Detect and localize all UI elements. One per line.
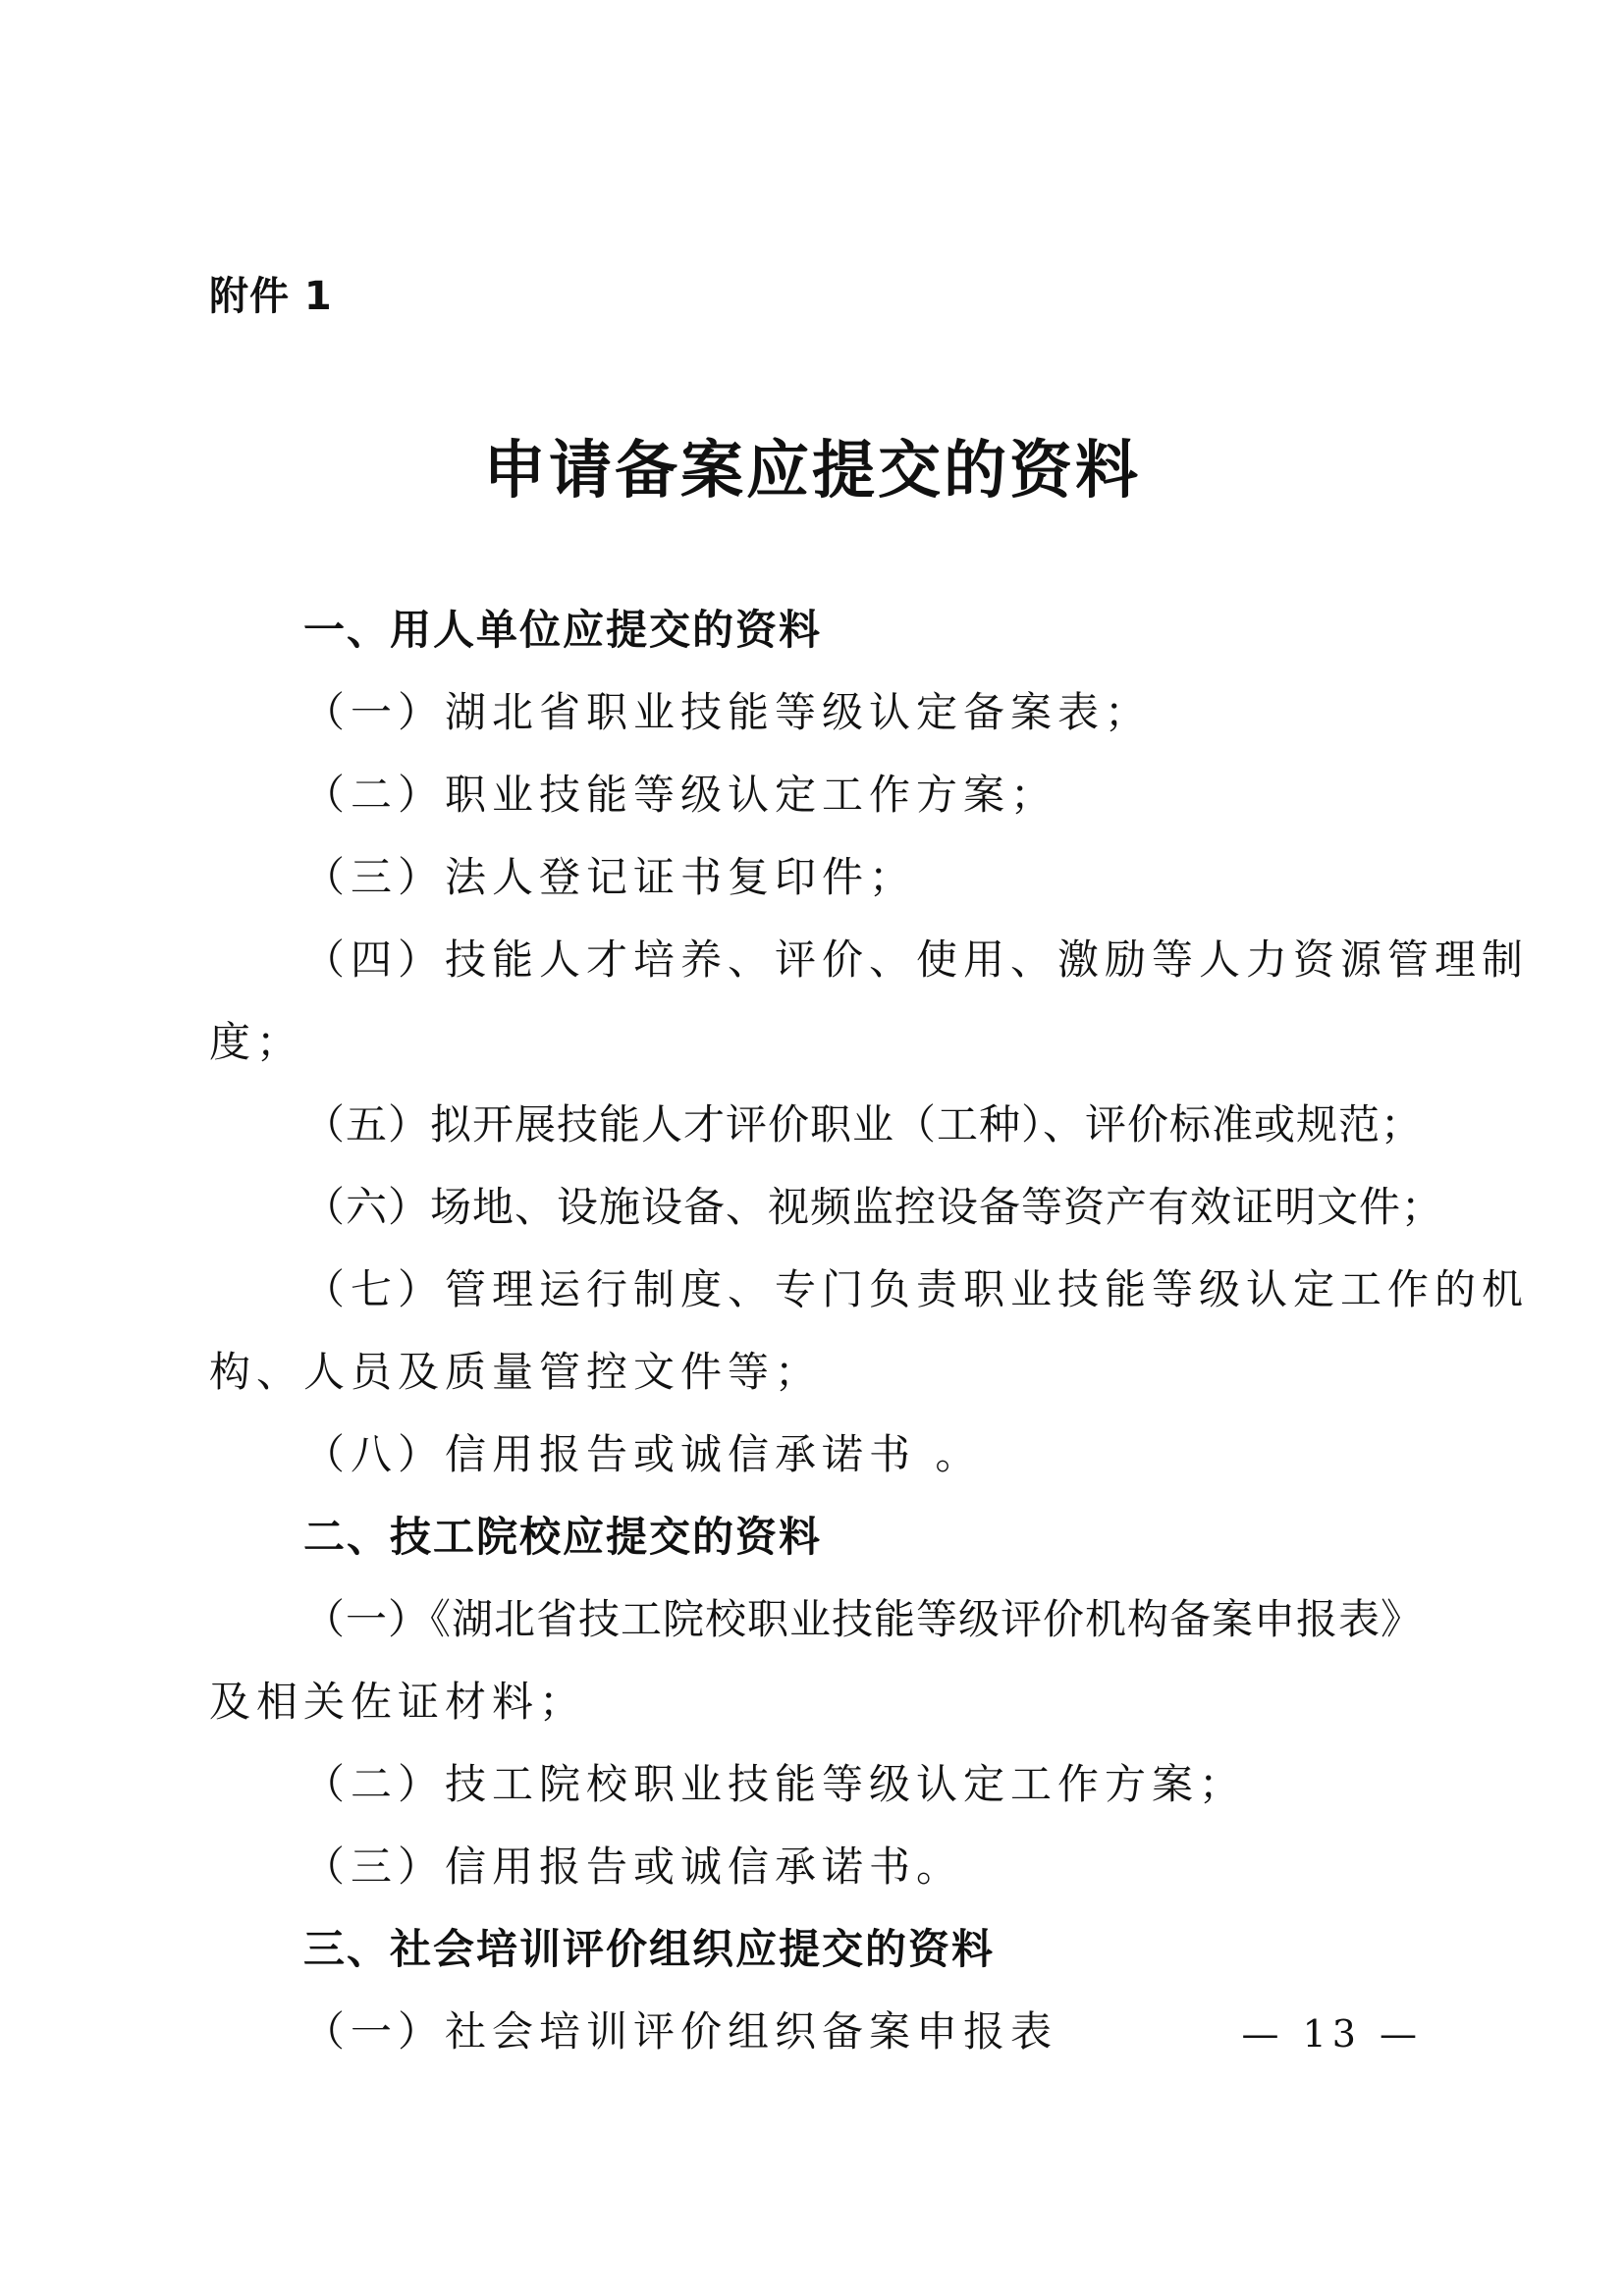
section-heading: 一、用人单位应提交的资料 [303,606,823,654]
section-heading: 三、社会培训评价组织应提交的资料 [303,1925,996,1973]
list-item: （七）管理运行制度、专门负责职业技能等级认定工作的机 [303,1265,1530,1313]
list-item: （四）技能人才培养、评价、使用、激励等人力资源管理制 [303,935,1530,984]
list-item: （五）拟开展技能人才评价职业（工种）、评价标准或规范； [303,1100,1424,1148]
list-item: （三）信用报告或诚信承诺书。 [303,1842,964,1891]
list-item-continuation: 构、人员及质量管控文件等； [209,1348,823,1396]
list-item: （二）技工院校职业技能等级认定工作方案； [303,1760,1247,1808]
list-item: （八）信用报告或诚信承诺书 。 [303,1430,983,1478]
page-number: — 13 — [1241,2012,1423,2056]
list-item: （二）职业技能等级认定工作方案； [303,771,1058,819]
list-item: （一）社会培训评价组织备案申报表 [303,2007,1058,2056]
list-item: （六）场地、设施设备、视频监控设备等资产有效证明文件； [303,1183,1444,1231]
attachment-label: 附件 1 [209,274,333,319]
list-item: （三）法人登记证书复印件； [303,853,917,901]
list-item: （一）《湖北省技工院校职业技能等级评价机构备案申报表》 [303,1595,1424,1643]
list-item: （一）湖北省职业技能等级认定备案表； [303,688,1153,736]
document-title: 申请备案应提交的资料 [483,434,1141,507]
list-item-continuation: 及相关佐证材料； [209,1678,587,1726]
section-heading: 二、技工院校应提交的资料 [303,1513,823,1561]
document-body [209,589,1530,2073]
list-item-continuation: 度； [209,1018,304,1066]
